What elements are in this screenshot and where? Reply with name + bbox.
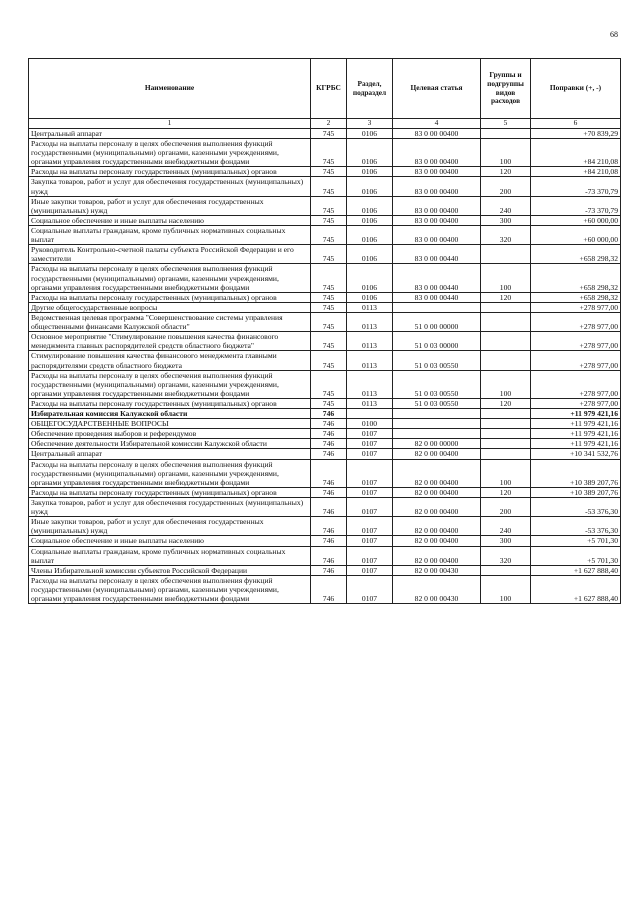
- row-name-cell: Ведомственная целевая программа "Совершенствование системы управления общественными финансами Калужской области": [29, 312, 311, 331]
- row-kvsr-cell: 746: [311, 546, 347, 565]
- table-row: [29, 429, 621, 439]
- row-name-cell: Социальные выплаты гражданам, кроме публичных нормативных социальных выплат: [29, 225, 311, 244]
- row-kvsr-cell: 745: [311, 302, 347, 312]
- row-kvsr-cell: 745: [311, 167, 347, 177]
- row-target-cell: 82 0 00 00400: [393, 517, 481, 536]
- row-amount-cell: +60 000,00: [531, 225, 621, 244]
- table-row: [29, 439, 621, 449]
- row-name-cell: Расходы на выплаты персоналу государственных (муниципальных) органов: [29, 487, 311, 497]
- row-target-cell: 83 0 00 00440: [393, 292, 481, 302]
- row-group-cell: [481, 302, 531, 312]
- row-kvsr-cell: 745: [311, 138, 347, 166]
- row-name-cell: Расходы на выплаты персоналу государственных (муниципальных) органов: [29, 398, 311, 408]
- row-kvsr-cell: 745: [311, 215, 347, 225]
- row-name-cell: Социальные выплаты гражданам, кроме публичных нормативных социальных выплат: [29, 546, 311, 565]
- row-kvsr-cell: 746: [311, 498, 347, 517]
- column-number: 2: [311, 119, 347, 129]
- row-target-cell: [393, 409, 481, 419]
- row-target-cell: [393, 302, 481, 312]
- table-row: [29, 167, 621, 177]
- row-kvsr-cell: 745: [311, 245, 347, 264]
- row-group-cell: [481, 449, 531, 459]
- row-amount-cell: +278 977,00: [531, 351, 621, 370]
- row-kvsr-cell: 745: [311, 264, 347, 292]
- row-group-cell: [481, 312, 531, 331]
- header-name: Наименование: [29, 59, 311, 119]
- row-amount-cell: +5 701,30: [531, 536, 621, 546]
- row-section-cell: 0113: [347, 332, 393, 351]
- table-row: [29, 312, 621, 331]
- row-section-cell: 0107: [347, 517, 393, 536]
- row-amount-cell: +1 627 888,40: [531, 575, 621, 603]
- row-target-cell: 82 0 00 00430: [393, 575, 481, 603]
- row-group-cell: 120: [481, 167, 531, 177]
- column-number: 6: [531, 119, 621, 129]
- row-amount-cell: -73 370,79: [531, 177, 621, 196]
- row-amount-cell: +1 627 888,40: [531, 565, 621, 575]
- row-group-cell: 100: [481, 138, 531, 166]
- row-group-cell: [481, 419, 531, 429]
- row-target-cell: 82 0 00 00000: [393, 439, 481, 449]
- column-number: 3: [347, 119, 393, 129]
- table-row: [29, 177, 621, 196]
- table-row: [29, 449, 621, 459]
- row-name-cell: Центральный аппарат: [29, 128, 311, 138]
- table-row: [29, 128, 621, 138]
- row-target-cell: 83 0 00 00400: [393, 196, 481, 215]
- row-section-cell: 0107: [347, 487, 393, 497]
- row-kvsr-cell: 745: [311, 196, 347, 215]
- table-row: [29, 419, 621, 429]
- row-amount-cell: +11 979 421,16: [531, 429, 621, 439]
- row-group-cell: 320: [481, 546, 531, 565]
- row-target-cell: 83 0 00 00400: [393, 128, 481, 138]
- row-name-cell: Обеспечение деятельности Избирательной комиссии Калужской области: [29, 439, 311, 449]
- row-section-cell: 0107: [347, 439, 393, 449]
- row-section-cell: 0107: [347, 449, 393, 459]
- row-target-cell: 82 0 00 00400: [393, 459, 481, 487]
- row-kvsr-cell: 746: [311, 429, 347, 439]
- row-name-cell: Члены Избирательной комиссии субъектов Российской Федерации: [29, 565, 311, 575]
- row-name-cell: Расходы на выплаты персоналу государственных (муниципальных) органов: [29, 167, 311, 177]
- table-row: [29, 264, 621, 292]
- row-group-cell: 100: [481, 459, 531, 487]
- row-section-cell: 0113: [347, 351, 393, 370]
- row-amount-cell: +11 979 421,16: [531, 409, 621, 419]
- row-name-cell: Расходы на выплаты персоналу в целях обеспечения выполнения функций государственными (муниципальными) органами, казенными учреждениями, органами управления государственными внебюджетными фондами: [29, 264, 311, 292]
- row-name-cell: Расходы на выплаты персоналу государственных (муниципальных) органов: [29, 292, 311, 302]
- row-group-cell: [481, 332, 531, 351]
- row-section-cell: 0106: [347, 138, 393, 166]
- row-name-cell: Социальное обеспечение и иные выплаты населению: [29, 536, 311, 546]
- table-row: [29, 302, 621, 312]
- row-section-cell: 0106: [347, 264, 393, 292]
- row-amount-cell: +84 210,08: [531, 167, 621, 177]
- table-row: [29, 398, 621, 408]
- row-section-cell: 0113: [347, 370, 393, 398]
- row-target-cell: 83 0 00 00440: [393, 264, 481, 292]
- column-number: 5: [481, 119, 531, 129]
- table-row: [29, 215, 621, 225]
- row-amount-cell: -53 376,30: [531, 517, 621, 536]
- row-name-cell: Избирательная комиссия Калужской области: [29, 409, 311, 419]
- page-number: 68: [610, 30, 618, 39]
- row-name-cell: Закупка товаров, работ и услуг для обеспечения государственных (муниципальных) нужд: [29, 498, 311, 517]
- row-name-cell: Расходы на выплаты персоналу в целях обеспечения выполнения функций государственными (муниципальными) органами, казенными учреждениями, органами управления государственными внебюджетными фондами: [29, 575, 311, 603]
- row-target-cell: 83 0 00 00400: [393, 177, 481, 196]
- row-amount-cell: +5 701,30: [531, 546, 621, 565]
- row-target-cell: 83 0 00 00440: [393, 245, 481, 264]
- row-name-cell: Обеспечение проведения выборов и референдумов: [29, 429, 311, 439]
- table-row: [29, 409, 621, 419]
- row-section-cell: 0106: [347, 196, 393, 215]
- row-group-cell: 100: [481, 264, 531, 292]
- row-group-cell: [481, 565, 531, 575]
- row-name-cell: Иные закупки товаров, работ и услуг для обеспечения государственных (муниципальных) нужд: [29, 196, 311, 215]
- table-row: [29, 498, 621, 517]
- row-target-cell: 83 0 00 00400: [393, 167, 481, 177]
- table-row: [29, 138, 621, 166]
- row-target-cell: 82 0 00 00400: [393, 449, 481, 459]
- row-kvsr-cell: 746: [311, 565, 347, 575]
- table-header-row: [29, 59, 621, 119]
- row-kvsr-cell: 745: [311, 292, 347, 302]
- row-group-cell: 120: [481, 292, 531, 302]
- row-amount-cell: +658 298,32: [531, 264, 621, 292]
- row-amount-cell: +278 977,00: [531, 332, 621, 351]
- row-amount-cell: -73 370,79: [531, 196, 621, 215]
- row-name-cell: Расходы на выплаты персоналу в целях обеспечения выполнения функций государственными (муниципальными) органами, казенными учреждениями, органами управления государственными внебюджетными фондами: [29, 370, 311, 398]
- row-group-cell: 300: [481, 536, 531, 546]
- row-amount-cell: +11 979 421,16: [531, 439, 621, 449]
- row-section-cell: [347, 409, 393, 419]
- row-name-cell: Руководитель Контрольно-счетной палаты субъекта Российской Федерации и его заместители: [29, 245, 311, 264]
- row-name-cell: ОБЩЕГОСУДАРСТВЕННЫЕ ВОПРОСЫ: [29, 419, 311, 429]
- row-kvsr-cell: 745: [311, 370, 347, 398]
- row-target-cell: 82 0 00 00400: [393, 546, 481, 565]
- row-section-cell: 0106: [347, 215, 393, 225]
- table-body: [29, 128, 621, 603]
- row-name-cell: Центральный аппарат: [29, 449, 311, 459]
- row-target-cell: 51 0 03 00550: [393, 398, 481, 408]
- row-section-cell: 0106: [347, 177, 393, 196]
- table-row: [29, 536, 621, 546]
- row-group-cell: [481, 409, 531, 419]
- table-row: [29, 196, 621, 215]
- row-target-cell: 51 0 03 00000: [393, 332, 481, 351]
- row-kvsr-cell: 745: [311, 225, 347, 244]
- row-target-cell: 82 0 00 00400: [393, 498, 481, 517]
- budget-amendments-table: [28, 58, 621, 604]
- row-amount-cell: +10 389 207,76: [531, 459, 621, 487]
- row-section-cell: 0107: [347, 498, 393, 517]
- row-kvsr-cell: 746: [311, 409, 347, 419]
- row-section-cell: 0107: [347, 575, 393, 603]
- row-section-cell: 0100: [347, 419, 393, 429]
- table-row: [29, 517, 621, 536]
- row-kvsr-cell: 745: [311, 332, 347, 351]
- row-section-cell: 0107: [347, 565, 393, 575]
- row-group-cell: 200: [481, 177, 531, 196]
- row-name-cell: Основное мероприятие "Стимулирование повышения качества финансового менеджмента главных распорядителей средств областного бюджета": [29, 332, 311, 351]
- table-row: [29, 487, 621, 497]
- row-target-cell: 82 0 00 00430: [393, 565, 481, 575]
- column-number: 4: [393, 119, 481, 129]
- row-group-cell: 120: [481, 487, 531, 497]
- row-section-cell: 0113: [347, 312, 393, 331]
- row-group-cell: 240: [481, 196, 531, 215]
- row-amount-cell: +10 389 207,76: [531, 487, 621, 497]
- table-row: [29, 245, 621, 264]
- row-target-cell: 83 0 00 00400: [393, 215, 481, 225]
- row-kvsr-cell: 746: [311, 575, 347, 603]
- row-group-cell: 120: [481, 398, 531, 408]
- row-target-cell: [393, 419, 481, 429]
- table-row: [29, 546, 621, 565]
- row-name-cell: Другие общегосударственные вопросы: [29, 302, 311, 312]
- row-section-cell: 0107: [347, 459, 393, 487]
- row-group-cell: 320: [481, 225, 531, 244]
- row-section-cell: 0113: [347, 302, 393, 312]
- row-target-cell: 51 0 03 00550: [393, 351, 481, 370]
- row-kvsr-cell: 745: [311, 177, 347, 196]
- row-amount-cell: +84 210,08: [531, 138, 621, 166]
- row-group-cell: 300: [481, 215, 531, 225]
- row-amount-cell: +278 977,00: [531, 398, 621, 408]
- row-group-cell: [481, 128, 531, 138]
- row-section-cell: 0113: [347, 398, 393, 408]
- row-kvsr-cell: 746: [311, 439, 347, 449]
- row-section-cell: 0106: [347, 167, 393, 177]
- row-amount-cell: +60 000,00: [531, 215, 621, 225]
- table-row: [29, 225, 621, 244]
- row-section-cell: 0107: [347, 546, 393, 565]
- row-kvsr-cell: 746: [311, 487, 347, 497]
- row-group-cell: [481, 245, 531, 264]
- table-row: [29, 575, 621, 603]
- row-group-cell: 100: [481, 575, 531, 603]
- row-section-cell: 0106: [347, 225, 393, 244]
- row-kvsr-cell: 746: [311, 536, 347, 546]
- row-kvsr-cell: 745: [311, 351, 347, 370]
- row-target-cell: 83 0 00 00400: [393, 225, 481, 244]
- row-section-cell: 0106: [347, 292, 393, 302]
- table-row: [29, 370, 621, 398]
- column-number: 1: [29, 119, 311, 129]
- row-group-cell: [481, 351, 531, 370]
- header-target: Целевая статья: [393, 59, 481, 119]
- row-group-cell: 200: [481, 498, 531, 517]
- row-group-cell: [481, 439, 531, 449]
- row-group-cell: 240: [481, 517, 531, 536]
- header-section: Раздел, подраздел: [347, 59, 393, 119]
- row-group-cell: [481, 429, 531, 439]
- row-name-cell: Расходы на выплаты персоналу в целях обеспечения выполнения функций государственными (муниципальными) органами, казенными учреждениями, органами управления государственными внебюджетными фондами: [29, 459, 311, 487]
- row-target-cell: 51 0 00 00000: [393, 312, 481, 331]
- row-kvsr-cell: 745: [311, 128, 347, 138]
- header-amount: Поправки (+, -): [531, 59, 621, 119]
- row-amount-cell: +70 839,29: [531, 128, 621, 138]
- row-amount-cell: +278 977,00: [531, 312, 621, 331]
- row-name-cell: Расходы на выплаты персоналу в целях обеспечения выполнения функций государственными (муниципальными) органами, казенными учреждениями, органами управления государственными внебюджетными фондами: [29, 138, 311, 166]
- row-kvsr-cell: 746: [311, 517, 347, 536]
- row-amount-cell: +658 298,32: [531, 292, 621, 302]
- row-target-cell: 83 0 00 00400: [393, 138, 481, 166]
- row-section-cell: 0107: [347, 536, 393, 546]
- row-target-cell: 82 0 00 00400: [393, 536, 481, 546]
- table-row: [29, 292, 621, 302]
- row-amount-cell: +11 979 421,16: [531, 419, 621, 429]
- row-amount-cell: -53 376,30: [531, 498, 621, 517]
- row-amount-cell: +278 977,00: [531, 302, 621, 312]
- row-section-cell: 0106: [347, 245, 393, 264]
- table-row: [29, 351, 621, 370]
- row-group-cell: 100: [481, 370, 531, 398]
- table-row: [29, 459, 621, 487]
- row-amount-cell: +658 298,32: [531, 245, 621, 264]
- row-name-cell: Социальное обеспечение и иные выплаты населению: [29, 215, 311, 225]
- row-name-cell: Стимулирование повышения качества финансового менеджмента главными распорядителями средств областного бюджета: [29, 351, 311, 370]
- row-kvsr-cell: 746: [311, 449, 347, 459]
- row-name-cell: Иные закупки товаров, работ и услуг для обеспечения государственных (муниципальных) нужд: [29, 517, 311, 536]
- row-kvsr-cell: 745: [311, 398, 347, 408]
- table-row: [29, 332, 621, 351]
- row-kvsr-cell: 746: [311, 419, 347, 429]
- row-kvsr-cell: 746: [311, 459, 347, 487]
- row-target-cell: 51 0 03 00550: [393, 370, 481, 398]
- row-target-cell: 82 0 00 00400: [393, 487, 481, 497]
- row-amount-cell: +278 977,00: [531, 370, 621, 398]
- table-row: [29, 565, 621, 575]
- row-name-cell: Закупка товаров, работ и услуг для обеспечения государственных (муниципальных) нужд: [29, 177, 311, 196]
- column-number-row: [29, 119, 621, 129]
- row-kvsr-cell: 745: [311, 312, 347, 331]
- row-target-cell: [393, 429, 481, 439]
- row-section-cell: 0106: [347, 128, 393, 138]
- row-amount-cell: +10 341 532,76: [531, 449, 621, 459]
- row-section-cell: 0107: [347, 429, 393, 439]
- header-kvsr: КГРБС: [311, 59, 347, 119]
- header-group: Группы и подгруппы видов расходов: [481, 59, 531, 119]
